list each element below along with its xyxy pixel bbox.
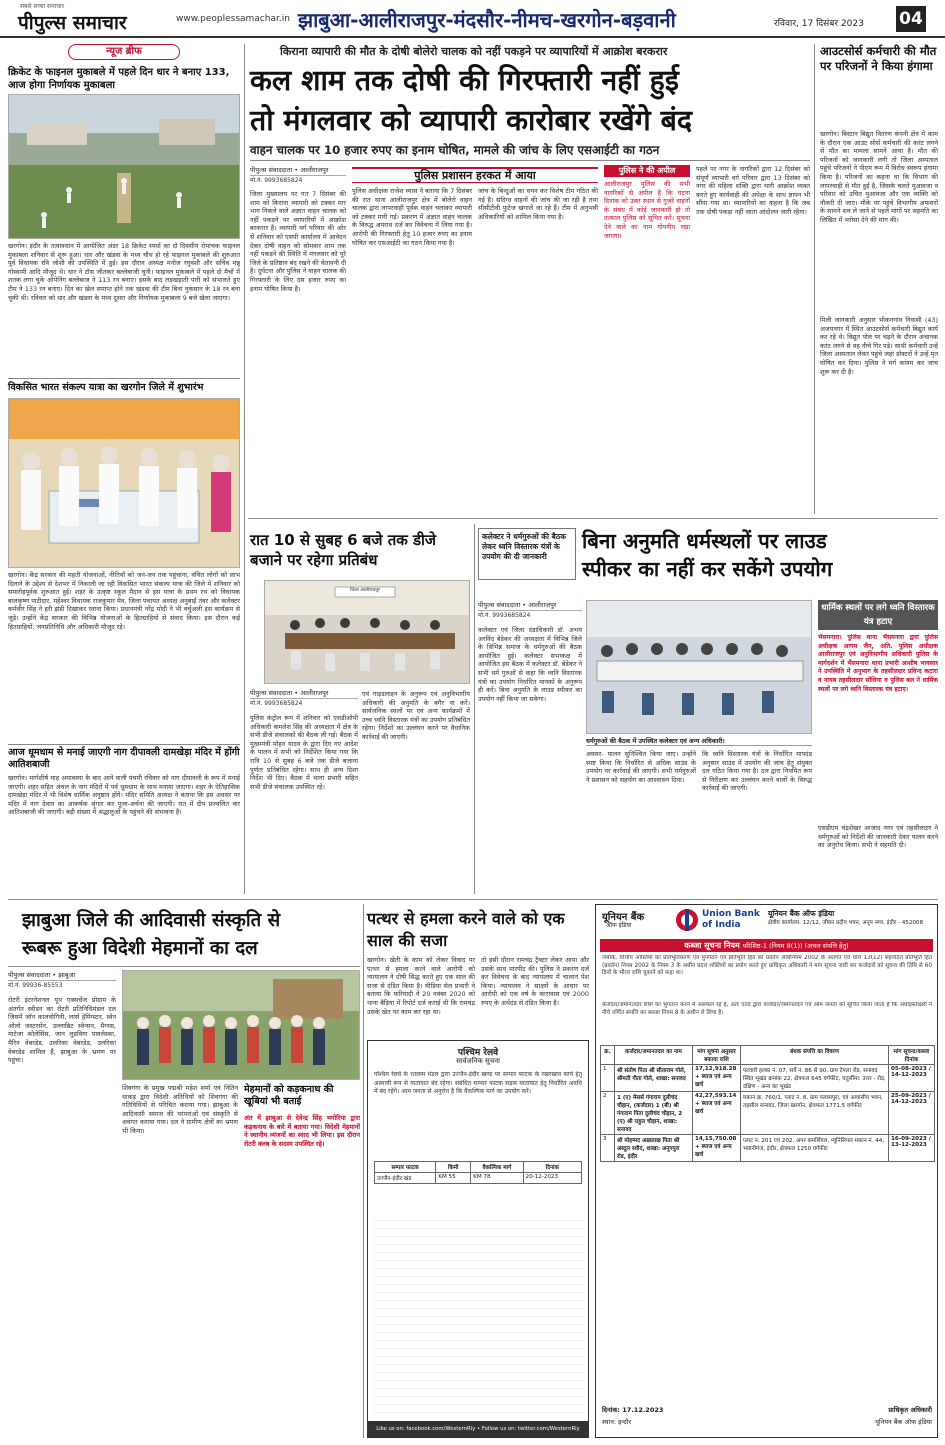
- dj-photo-caption: जिला आलीराजपुर: [350, 588, 380, 593]
- sidebar-headline: धार्मिक स्थलों पर लगे ध्वनि विस्तारक यंत्र हटाए: [818, 600, 938, 630]
- row-no: 1: [601, 1065, 615, 1092]
- logo-tagline: सबसे सच्चा समाचार: [20, 3, 65, 10]
- railway-table: [374, 1161, 582, 1184]
- tribal-group-photo: [122, 970, 360, 1080]
- loudspeaker-text-2: अवसर- पालन सुनिश्चित किया जाए। उन्होंने स्पष्ट किया कि निर्धारित से अधिक साउंड के उपयोग पर कार्रवाई की जाएगी। सभी धर्मगुरुओं ने प्रशासन को सहयोग का आश्वासन दिया।: [586, 750, 696, 784]
- table-row: [601, 1065, 935, 1092]
- lead-byline: पीपुल्स संवाददाता: [250, 166, 293, 174]
- nag-diwali-text: खरगोन। मार्गशीर्ष माह अमावस्या के बाद आने वाली पंचमी रविवार को नाग दीपावली के रूप में मनाई जाएगी। शहर सहित अंचल के नाग मंदिरों में पर्व धूमधाम के साथ मनाया जाएगा। शहर के ऐतिहासिक दामखेड़ा मंदिर में भी विशेष धार्मिक अनुष्ठान होंगे। मंदिर समिति अध्यक्ष ने बताया कि इस अवसर पर मंदिर में नाग देवता का आकर्षक श्रृंगार कर पूजा-अर्चना की जाएगी। रात में दीप प्रज्वलित कर आतिशबाजी की जाएगी। बड़ी संख्या में श्रद्धालुओं के पहुंचने की संभावना है।: [8, 774, 240, 817]
- website[interactable]: www.peoplessamachar.in: [176, 14, 290, 24]
- loudspeaker-kicker: कलेक्टर ने धर्मगुरुओं की बैठक लेकर ध्वनि विस्तारक यंत्रों के उपयोग की दी जानकारी: [478, 528, 576, 580]
- news-brief-label: न्यूज ब्रीफ: [68, 44, 180, 60]
- row-no: 2: [601, 1092, 615, 1135]
- outsource-headline: आउटसोर्स कर्मचारी की मौत पर परिजनों ने किया हंगामा: [820, 44, 937, 73]
- date: रविवार, 17 दिसंबर 2023: [774, 19, 864, 29]
- lead-kicker: किराना व्यापारी की मौत के दोषी बोलेरो चालक को नहीं पकड़ने पर व्यापारियों में आक्रोश बरकरार: [280, 45, 668, 58]
- loudspeaker-meeting-photo: [586, 600, 812, 734]
- railway-title: पश्चिम रेलवे: [457, 1048, 499, 1058]
- row-amount: 14,15,750.08 + ब्याज एवं अन्य खर्च: [693, 1135, 741, 1162]
- loudspeaker-headline-1: बिना अनुमति धर्मस्थलों पर लाउड: [582, 529, 827, 553]
- tribal-text-3: अंत में झाबुआ से देवेन्द्र सिंह भगोरिया द्वारा कड़कनाथ के बारे में बताया गया। विदेशी मेहमानों ने स्थानीय व्यंजनों का स्वाद भी लिया। इस दौरान रोटरी क्लब के सदस्य उपस्थित रहे।: [244, 1114, 360, 1148]
- notice-rule: परिशिष्ट-1 (नियम 8(1)) (अचल संपत्ति हेतु): [742, 942, 849, 950]
- page-number: 04: [896, 6, 926, 32]
- loudspeaker-headline-2: स्पीकर का नहीं कर सकेंगे उपयोग: [582, 557, 833, 581]
- row-name: श्री मोहम्मद अख़लाख पिता श्री अब्दुल रशीद, शाखा: अनूपपुरा रोड, इंदौर: [615, 1135, 693, 1162]
- sidebar-text-2: एसडीएम चंद्रशेखर आजाद नगर एवं तहसीलदार ने धर्मगुरुओं को निर्देशों की जानकारी देकर पालन करने का अनुरोध किया। सभी ने सहमति दी।: [818, 824, 938, 850]
- lead-mobile: मो.नं. 9993685824: [250, 177, 303, 184]
- cricket-photo: [8, 94, 240, 239]
- signatory: प्राधिकृत अधिकारी: [888, 1406, 932, 1414]
- tribal-place: झाबुआ: [58, 971, 76, 979]
- tribal-byline: पीपुल्स संवाददाता: [8, 971, 51, 979]
- lead-column-5: पहले पर नगर के नागरिकों द्वारा 12 दिसंबर को संपूर्ण व्यापारी वर्ग परिवार द्वारा 13 दिसंबर को नगर की महिला शक्ति द्वारा भारी आक्रोश व्यक्त करते हुए कार्यवाही की अपेक्षा के साथ ज्ञापन भी सौंपा गया था। व्यापारियों का कहना है कि जब तक दोषी पकड़ा नहीं जाता आंदोलन जारी रहेगा।: [696, 165, 810, 216]
- dj-mobile: मो.नं. 9993685824: [250, 700, 303, 707]
- row-no: 3: [601, 1135, 615, 1162]
- railway-col-a: सम्पार फाटक: [375, 1162, 436, 1173]
- loudspeaker-sidebar: [818, 600, 938, 894]
- railway-cell-a: उज्जैन-इंदौर खंड: [375, 1173, 436, 1184]
- railway-cell-c: KM 78: [471, 1173, 523, 1184]
- tribal-text-2: शिवगंगा के प्रमुख पद्मश्री महेश शर्मा एवं नितिन धाकड़ द्वारा विदेशी अतिथियों को शिवगंगा की गतिविधियों से परिचित कराया गया। झाबुआ के आदिवासी समाज की परंपराओं एवं संस्कृति से अवगत कराया गया। दल ने ग्रामीण क्षेत्रों का भ्रमण भी किया।: [122, 1084, 238, 1135]
- table-header-dates: मांग सूचना/कब्जा दिनांक: [889, 1046, 935, 1065]
- stone-text: खरगोन। खेती के काम को लेकर विवाद पर पत्थर से हमला करने वाले आरोपी को न्यायालय ने दोषी सिद्ध करते हुए एक साल की सजा से दंडित किया है। मीडिया सेल प्रभारी ने बताया कि फरियादी ने 20 नवंबर 2020 को थाना बैड़िया में रिपोर्ट दर्ज कराई थी कि रामचंद्र उसके खेत पर काम कर रहा था।: [367, 956, 475, 1016]
- lead-story: किराना व्यापारी की मौत के दोषी बोलेरो चालक को नहीं पकड़ने पर व्यापारियों में आक्रोश बरकरार कल शाम तक दोषी की गिरफ्तारी नहीं हुई तो मंगलवार को व्यापारी कारोबार रखेंगे बंद वाहन चालक पर 10 हजार रुपए का इनाम घोषित, मामले की जांच के लिए एसआईटी का गठन पीपुल्स संवाददाता • आलीराजपुर मो.नं. 9993685824 जिला मुख्यालय पर गत 7 दिसंबर की शाम को किराना व्यापारी को टक्कर मार भाग निकले वाले अज्ञात वाहन चालक को नहीं पकड़ने पर व्यापारियों में आक्रोश बरकरार है। व्यापारी वर्ग परिवार की ओर से शनिवार को एसपी कार्यालय में आवेदन देकर दोषी वाहन को सोमवार शाम तक नहीं पकड़ने की स्थिति में मंगलवार को पूरे जिले के प्रतिष्ठान बंद रखने की चेतावनी दी है। दुर्घटना और पुलिस ने वाहन चालक की गिरफ्तारी के लिए दस हजार रुपए का इनाम घोषित किया है। पुलिस प्रशासन हरकत में आया पुलिस अधीक्षक राजेश व्यास ने बताया कि 7 दिसंबर की रात थाना आलीराजपुर क्षेत्र में बोलेरो वाहन चालक द्वारा लापरवाही पूर्वक वाहन चलाकर व्यापारी को टक्कर मारी गई। प्रकरण में अज्ञात वाहन चालक के विरुद्ध अपराध दर्ज कर विवेचना में लिया गया है। आरोपी की गिरफ्तारी हेतु 10 हजार रुपए का इनाम घोषित कर एसआईटी का गठन किया गया है। जांच के बिन्दुओं का चयन कर विशेष टीम गठित की गई है। संदिग्ध वाहनों की जांच की जा रही है तथा सीसीटीवी फुटेज खंगाले जा रहे हैं। टीम में अनुभवी अधिकारियों को शामिल किया गया है। पुलिस ने की अपील आलीराजपुर पुलिस की सभी नागरिकों से अपील है कि घटना दिनांक को उक्त स्थान से गुजरे वाहनों के संबंध में कोई जानकारी हो तो तत्काल पुलिस को सूचित करें। सूचना देने वाले का नाम गोपनीय रखा जाएगा। पहले पर नगर के नागरिकों द्वारा 12 दिसंबर को संपूर्ण व्यापारी वर्ग परिवार द्वारा 13 दिसंबर को नगर की महिला शक्ति द्वारा भारी आक्रोश व्यक्त करते हुए कार्यवाही की अपेक्षा के साथ ज्ञापन भी सौंपा गया था। व्यापारियों का कहना है कि जब तक दोषी पकड़ा नहीं जाता आंदोलन जारी रहेगा।: [250, 44, 810, 504]
- row-dates: 16-09-2023 / 13-12-2023: [889, 1135, 935, 1162]
- dj-place: आलीराजपुर: [300, 689, 329, 697]
- dj-meeting-photo: [264, 580, 470, 684]
- railway-footer[interactable]: Like us on: facebook.com/WesternRly • Follow us on: twitter.com/WesternRly: [368, 1421, 588, 1437]
- kadaknath-subhead: मेहमानों को कड़कनाथ की खूबियां भी बताई: [244, 1084, 334, 1107]
- outsource-story: [820, 44, 938, 514]
- lead-column-4: आलीराजपुर पुलिस की सभी नागरिकों से अपील है कि घटना दिनांक को उक्त स्थान से गुजरे वाहनों के संबंध में कोई जानकारी हो तो तत्काल पुलिस को सूचित करें। सूचना देने वाले का नाम गोपनीय रखा जाएगा।: [604, 180, 690, 240]
- bank-branch: यूनियन बैंक ऑफ इंडिया: [768, 909, 835, 918]
- notice-date: दिनांक: 17.12.2023: [602, 1406, 664, 1414]
- lead-subheadline: वाहन चालक पर 10 हजार रुपए का इनाम घोषित, मामले की जांच के लिए एसआईटी का गठन: [250, 143, 660, 157]
- lead-column-3: जांच के बिन्दुओं का चयन कर विशेष टीम गठित की गई है। संदिग्ध वाहनों की जांच की जा रही है तथा सीसीटीवी फुटेज खंगाले जा रहे हैं। टीम में अनुभवी अधिकारियों को शामिल किया गया है।: [478, 187, 598, 221]
- dj-headline: रात 10 से सुबह 6 बजे तक डीजे बजाने पर रहेगा प्रतिबंध: [250, 531, 437, 569]
- notice-place: स्थान: इन्दौर: [602, 1418, 632, 1426]
- railway-col-c: वैकल्पिक मार्ग: [471, 1162, 523, 1173]
- union-bank-advertisement: [595, 904, 938, 1438]
- railway-col-b: किमी: [436, 1162, 471, 1173]
- dj-text-2: एवं गाइडलाइन के अनुरूप एवं अनुविभागीय अधिकारी की अनुमति के बगैर ना करें। सार्वजनिक स्थलों पर एवं अन्य कार्यक्रमों में उच्च ध्वनि विस्तारक यंत्रों का उपयोग प्रतिबंधित रहेगा। निर्देशों का उल्लंघन करने पर वैधानिक कार्रवाई की जाएगी।: [362, 690, 470, 741]
- bank-name-english: Union Bank of India: [702, 909, 760, 930]
- railway-advertisement: [367, 1040, 589, 1438]
- outsource-text-2: मिली जानकारी अनुसार भीकनगांव निवासी (43) अजयनगर में स्थित आउटसोर्स कर्मचारी बिद्युत कार्य कर रहे थे। विद्युत पोल पर चढ़ने के दौरान अचानक करंट लगने से वह नीचे गिर पड़े। साथी कर्मचारी उन्हें जिला अस्पताल लेकर पहुंचे जहां डॉक्टरों ने उन्हें मृत घोषित कर दिया। पुलिस ने मर्ग कायम कर जांच शुरू कर दी है।: [820, 316, 938, 376]
- table-header-no: क्र.: [601, 1046, 615, 1065]
- sankalp-yatra-text: खरगोन। केंद्र सरकार की महती योजनाओं, नीतियों को जन-जन तक पहुंचाना, वंचित लोगों को लाभ दिलाने के उद्देश्य से देशभर में निकाली जा रही विकसित भारत संकल्प यात्रा की जिले में शनिवार को समारोहपूर्वक शुरुआत हुई। शहर के उत्कृष्ट स्कूल मैदान से इस यात्रा के प्रथम रथ को विधायक बालकृष्ण पाटीदार, महेश्वर विधायक राजकुमार मेव, जिला पंचायत अध्यक्ष अनुबाई तंवर और कलेक्टर कर्मवीर सिंह ने हरी झंडी दिखाकर रवाना किया। प्रधानमंत्री नरेंद्र मोदी ने भी वर्चुअली इस कार्यक्रम से जुड़े। उन्होंने केंद्र सरकार की विभिन्न योजनाओं के हितग्राहियों से संवाद किया। इस दौरान कई हितग्राहियों, जनप्रतिनिधि और अधिकारी मौजूद रहे।: [8, 571, 240, 631]
- sankalp-yatra-headline: विकसित भारत संकल्प यात्रा का खरगोन जिले में शुभारंभ: [8, 382, 204, 393]
- notice-title: कब्जा सूचना नियम: [684, 941, 740, 950]
- railway-cell-b: KM 55: [436, 1173, 471, 1184]
- row-dates: 05-08-2023 / 14-12-2023: [889, 1065, 935, 1092]
- table-header-property: बंधक संपत्ति का विवरण: [741, 1046, 889, 1065]
- cricket-text: खरगोन। इंदौर के तत्वावधान में आयोजित अंडर 18 क्रिकेट स्पर्धा का दो दिवसीय रोमांचक फाइनल मुकाबला शनिवार से शुरू हुआ। धार और खंडवा के मध्य चौथ हो रहे फाइनल मुकाबले की शुरुआत पूर्व विधायक रवि जोशी की उपस्थिति में हुई। इस दौरान अध्यक्ष मनोज रघुवंशी और सचिव मन्नू गोस्वामी आदि मौजूद थे। धार ने टॉस जीतकर बल्लेबाजी चुनी। फाइनल मुकाबले में पहले दो मैचों में शतक लगा चुके ओपेनिंग बल्लेबाज ने 113 रन बनाए। इसके बाद लड़खड़ाती पारी को संभालते हुए टीम ने 133 रन बनाए। दिन का खेल समाप्त होने तक खंडवा की टीम बिना नुकसान के 18 रन बना चुकी थी। रविवार को धार और खंडवा के मध्य दूसरा और निर्णायक मुकाबला 9 बजे खेला जाएगा।: [8, 242, 240, 302]
- railway-cell-d: 20-12-2023: [523, 1173, 581, 1184]
- sidebar-text: भैसमनारा। पुलिस थाना भैंसमनारा द्वारा पुलिस अधीक्षक आगम जैन, अति. पुलिस अधीक्षक आलीराजपुर एवं अनुविभागीय अधिकारी पुलिस के मार्गदर्शन में भैंसमनारा थाना प्रभारी आशीष भावसार ने उपस्थिति में अनुभाग के तहसीलदार प्रविन्द कटारा व नायब तहसीलदार सोंधिया व पुलिस बल ने धार्मिक स्थलों पर लगे ध्वनि विस्तारक यंत्र हटाए।: [818, 634, 938, 693]
- table-header-name: कर्जदार/जमानतदार का नाम: [615, 1046, 693, 1065]
- sankalp-yatra-photo: [8, 398, 240, 568]
- logo: पीपुल्स समाचार: [18, 12, 127, 34]
- table-row: [601, 1135, 935, 1162]
- loudspeaker-byline: पीपुल्स संवाददाता: [478, 601, 521, 609]
- loudspeaker-text: कलेक्टर एवं जिला दंडाधिकारी डॉ. अभय अरविंद बेडेकर की अध्यक्षता में विभिन्न जिले के विभिन्न समाज के धर्मगुरुओं की बैठक आयोजित हुई। कलेक्टर सभाकक्ष में आयोजित इस बैठक में कलेक्टर डॉ. बेडेकर ने सभी धर्म गुरुओं से कहा कि ध्वनि विस्तारक यंत्रों का उपयोग निर्धारित मानकों के अनुरूप ही करें। बिना अनुमति के लाउड स्पीकर का उपयोग नहीं किया जा सकेगा।: [478, 626, 582, 703]
- tribal-mobile: मो.नं. 99936-85553: [8, 982, 63, 989]
- row-amount: 17,12,918.28 + ब्याज एवं अन्य खर्च: [693, 1065, 741, 1092]
- stone-text-2: तो इसी दौरान रामचंद्र ट्रैक्टर लेकर आया और उसके साथ मारपीट की। पुलिस ने प्रकरण दर्ज कर विवेचना के बाद न्यायालय में चालान पेश किया। न्यायालय ने साक्ष्यों के आधार पर आरोपी को एक वर्ष के कारावास एवं 2000 रुपए के अर्थदंड से दंडित किया है।: [481, 956, 589, 1007]
- bank-address: क्षेत्रीय कार्यालय: 12/12, जीवन प्रदीप भवन, अनूप नगर, इंदौर - 452008: [768, 920, 924, 926]
- table-row: [601, 1092, 935, 1135]
- police-subhead: पुलिस प्रशासन हरकत में आया: [352, 167, 598, 183]
- stone-attack-story: [367, 904, 589, 1034]
- row-amount: 42,27,593.14 + ब्याज एवं अन्य खर्च: [693, 1092, 741, 1135]
- loudspeaker-text-3: कि ध्वनि विस्तारक यंत्रों के निर्धारित मापदंड अनुसार साउंड में उपयोग की जांच हेतु संयुक्त दल गठित किया गया है। दल द्वारा नियमित रूप से निरीक्षण कर उल्लंघन करने वालों के विरुद्ध कार्रवाई की जाएगी।: [702, 750, 812, 793]
- lead-place: आलीराजपुर: [300, 166, 329, 174]
- nag-diwali-headline: आज धूमधाम से मनाई जाएगी नाग दीपावली दामखेड़ा मंदिर में होंगी आतिशबाजी: [8, 747, 240, 770]
- row-name: 1 (ए) मेसर्स गंगाराम दुलीचंद चौहान, (कर्जदार) 1 (बी) श्री गंगाराम पिता दुलीचंद चौहान, 2 (ए) श्री राहुल चौहान, शाखा: सनावद: [615, 1092, 693, 1135]
- railway-notice: पश्चिम रेलवे के रतलाम मंडल द्वारा उज्जैन-इंदौर खण्ड पर सम्पार फाटक के रखरखाव कार्य हेतु अस्थायी रूप से यातायात बंद रहेगा। संबंधित सम्पार फाटक सड़क यातायात हेतु निर्धारित अवधि में बंद रहेंगे। आम जनता से अनुरोध है कि वैकल्पिक मार्ग का उपयोग करें।: [374, 1071, 582, 1096]
- edition-title: झाबुआ-आलीराजपुर-मंदसौर-नीमच-खरगोन-बड़वानी: [298, 8, 676, 32]
- railway-fine-print: [374, 1213, 582, 1413]
- dj-text: पुलिस कंट्रोल रूम में शनिवार को एसडीओपी अधिकारी कमलेश सिंह की अध्यक्षता में क्षेत्र के सभी डीजे संचालकों की बैठक ली गई। बैठक में मुख्यमंत्री मोहन यादव के द्वारा दिए गए आदेश के पालन में सभी को निर्देशित किया गया कि रात्रि 10 से सुबह 6 बजे तक डीजे बजाना पूर्णतः प्रतिबंधित रहेगा। साथ ही अन्य दिशा निर्देश भी दिए। बैठक में थाना प्रभारी सहित सभी डीजे संचालक उपस्थित रहे।: [250, 714, 358, 791]
- dj-ban-story: रात 10 से सुबह 6 बजे तक डीजे बजाने पर रहेगा प्रतिबंध जिला आलीराजपुर पीपुल्स संवाददाता • आलीराजपुर मो.नं. 9993685824 पुलिस कंट्रोल रूम में शनिवार को एसडीओपी अधिकारी कमलेश सिंह की अध्यक्षता में क्षेत्र के सभी डीजे संचालकों की बैठक ली गई। बैठक में मुख्यमंत्री मोहन यादव के द्वारा दिए गए आदेश के पालन में सभी को निर्देशित किया गया कि रात्रि 10 से सुबह 6 बजे तक डीजे बजाना पूर्णतः प्रतिबंधित रहेगा। साथ ही अन्य दिशा निर्देश भी दिए। बैठक में थाना प्रभारी सहित सभी डीजे संचालक उपस्थित रहे। एवं गाइडलाइन के अनुरूप एवं अनुविभागीय अधिकारी की अनुमति के बगैर ना करें। सार्वजनिक स्थलों पर एवं अन्य कार्यक्रमों में उच्च ध्वनि विस्तारक यंत्रों का उपयोग प्रतिबंधित रहेगा। निर्देशों का उल्लंघन करने पर वैधानिक कार्रवाई की जाएगी।: [250, 524, 470, 894]
- possession-table: [600, 1045, 935, 1162]
- dj-byline: पीपुल्स संवाददाता: [250, 689, 293, 697]
- bank-notice-intro: जबकि, वित्तीय आस्तियों का प्रतिभूतिकरण एवं पुनर्गठन एवं प्रतिभूति हित का प्रवर्तन अधिनियम 2002 के अंतर्गत एवं धारा 13(12) सहपठित प्रतिभूति हित (प्रवर्तन) नियम 2002 के नियम 3 के अधीन प्रदत्त शक्तियों का प्रयोग करते हुए प्राधिकृत अधिकारी ने मांग सूचना जारी कर कर्जदारों को सूचना की तिथि से 60 दिनों के भीतर राशि चुकाने को कहा था।: [602, 955, 932, 977]
- outsource-text: खरगोन। बिस्टान बिद्युत वितरण कंपनी क्षेत्र में काम के दौरान एक आउट सोर्स कर्मचारी की करंट लगने से मौत का मामला सामने आया है। मौत की परिजनों को जानकारी लगी तो जिला अस्पताल पहुंचे परिजनों ने पीएम रूम में विरोध स्वरूप हंगामा किया है। परिजनों का कहना था कि विभाग की लापरवाही से मौत हुई है, जिसके चलते मुआवजा व परिवार को उचित मुआवजा और एक व्यक्ति को नौकरी दी जाए। मौके पर पहुंचे विभागीय अफसरों के सामने शव ले जाने से पहले मांगों पर सहमति का लिखित में भरोसा देने की मांग की।: [820, 130, 938, 224]
- row-dates: 25-09-2023 / 14-12-2023: [889, 1092, 935, 1135]
- bank-notice-intro-2: कर्जदार/जमानतदार राशि का भुगतान करने में असफल रहे हैं, अतः एतद द्वारा कर्जदार/जमानतदार एवं आम जनता को सूचित किया जाता है कि अधोहस्ताक्षरी ने नीचे वर्णित संपत्ति का कब्जा नियम 8 के अधीन ले लिया है।: [602, 1002, 932, 1016]
- table-header-amount: मांग सूचना अनुसार बकाया राशि: [693, 1046, 741, 1065]
- tribal-text: रोटरी इंटरनेशनल यूथ एक्सचेंज प्रोग्राम के अंतर्गत स्वीडन का रोटरी प्रतिनिधिमंडल दल जिसमें जॉन कालवोगिनी, लार्स हेमिंग्स्टन, स्वेन ओलो जस्टरसेन, उल्लाब्रिट स्वेन्सन, मैग्नस, माटेजा कोलेसिंस, जान लुडविगा पावलेस्का, मैरिन वेबरडेड, उलरिका वेबरडेड, उलरिका वेबरडेड शामिल हैं, झाबुआ के भ्रमण पर पहुंचा।: [8, 996, 116, 1065]
- bank-name-hindi-sub: ऑफ इंडिया: [606, 922, 632, 929]
- appeal-subhead: पुलिस ने की अपील: [604, 165, 690, 177]
- loudspeaker-mobile: मो.नं. 9993685824: [478, 612, 531, 619]
- tribal-headline-1: झाबुआ जिले की आदिवासी संस्कृति से: [22, 910, 281, 931]
- railway-subtitle: सार्वजनिक सूचना: [456, 1057, 500, 1065]
- row-property: प्लाट नं. 201 एवं 202, अपर कमर्शियल, म्यूनिसिपल मकान नं. 44, भवानीगंज, इंदौर, क्षेत्रफल 1250 वर्गफीट: [741, 1135, 889, 1162]
- cricket-headline: क्रिकेट के फाइनल मुकाबले में पहले दिन धार ने बनाए 133, आज होगा निर्णायक मुकाबला: [8, 67, 230, 91]
- bank-notice-title: [600, 939, 933, 952]
- tribal-headline-2: रूबरू हुआ विदेशी मेहमानों का दल: [22, 938, 258, 959]
- loudspeaker-place: आलीराजपुर: [528, 601, 557, 609]
- lead-headline-1: कल शाम तक दोषी की गिरफ्तारी नहीं हुई: [250, 64, 679, 97]
- row-property: मकान क्र. 760/1, प्लाट नं. 8, ग्राम पलासपुरा, एवं आवासीय भवन, तहसील सनावद, जिला खरगोन, क्षेत्रफल 1771.5 वर्गफीट: [741, 1092, 889, 1135]
- lead-column-2: पुलिस अधीक्षक राजेश व्यास ने बताया कि 7 दिसंबर की रात थाना आलीराजपुर क्षेत्र में बोलेरो वाहन चालक द्वारा लापरवाही पूर्वक वाहन चलाकर व्यापारी को टक्कर मारी गई। प्रकरण में अज्ञात वाहन चालक के विरुद्ध अपराध दर्ज कर विवेचना में लिया गया है। आरोपी की गिरफ्तारी हेतु 10 हजार रुपए का इनाम घोषित कर एसआईटी का गठन किया गया है।: [352, 187, 472, 247]
- loudspeaker-story: कलेक्टर ने धर्मगुरुओं की बैठक लेकर ध्वनि विस्तारक यंत्रों के उपयोग की दी जानकारी बिना अनुमति धर्मस्थलों पर लाउड स्पीकर का नहीं कर सकेंगे उपयोग पीपुल्स संवाददाता • आलीराजपुर मो.नं. 9993685824 कलेक्टर एवं जिला दंडाधिकारी डॉ. अभय अरविंद बेडेकर की अध्यक्षता में विभिन्न जिले के विभिन्न समाज के धर्मगुरुओं की बैठक आयोजित हुई। कलेक्टर सभाकक्ष में आयोजित इस बैठक में कलेक्टर डॉ. बेडेकर ने सभी धर्म गुरुओं से कहा कि ध्वनि विस्तारक यंत्रों का उपयोग निर्धारित मानकों के अनुरूप ही करें। बिना अनुमति के लाउड स्पीकर का उपयोग नहीं किया जा सकेगा। धर्मगुरुओं की बैठक में उपस्थित कलेक्टर एवं अन्य अधिकारी। अवसर- पालन सुनिश्चित किया जाए। उन्होंने स्पष्ट किया कि निर्धारित से अधिक साउंड के उपयोग पर कार्रवाई की जाएगी। सभी धर्मगुरुओं ने प्रशासन को सहयोग का आश्वासन दिया। कि ध्वनि विस्तारक यंत्रों के निर्धारित मापदंड अनुसार साउंड में उपयोग की जांच हेतु संयुक्त दल गठित किया गया है। दल द्वारा नियमित रूप से निरीक्षण कर उल्लंघन करने वालों के विरुद्ध कार्रवाई की जाएगी। धार्मिक स्थलों पर लगे ध्वनि विस्तारक यंत्र हटाए भैसमनारा। पुलिस थाना भैंसमनारा द्वारा पुलिस अधीक्षक आगम जैन, अति. पुलिस अधीक्षक आलीराजपुर एवं अनुविभागीय अधिकारी पुलिस के मार्गदर्शन में भैंसमनारा थाना प्रभारी आशीष भावसार ने उपस्थिति में अनुभाग के तहसीलदार प्रविन्द कटारा व नायब तहसीलदार सोंधिया व पुलिस बल ने धार्मिक स्थलों पर लगे ध्वनि विस्तारक यंत्र हटाए। एसडीएम चंद्रशेखर आजाद नगर एवं तहसीलदार ने धर्मगुरुओं को निर्देशों की जानकारी देकर पालन करने का अनुरोध किया। सभी ने सहमति दी।: [478, 524, 938, 894]
- railway-col-d: दिनांक: [523, 1162, 581, 1173]
- lead-column-1: जिला मुख्यालय पर गत 7 दिसंबर की शाम को किराना व्यापारी को टक्कर मार भाग निकले वाले अज्ञात वाहन चालक को नहीं पकड़ने पर व्यापारियों में आक्रोश बरकरार है। व्यापारी वर्ग परिवार की ओर से शनिवार को एसपी कार्यालय में आवेदन देकर दोषी वाहन को सोमवार शाम तक नहीं पकड़ने की स्थिति में मंगलवार को पूरे जिले के प्रतिष्ठान बंद रखने की चेतावनी दी है। दुर्घटना और पुलिस ने वाहन चालक की गिरफ्तारी के लिए दस हजार रुपए का इनाम घोषित किया है।: [250, 190, 346, 293]
- tribal-culture-story: झाबुआ जिले की आदिवासी संस्कृति से रूबरू हुआ विदेशी मेहमानों का दल पीपुल्स संवाददाता • झाबुआ मो.नं. 99936-85553 रोटरी इंटरनेशनल यूथ एक्सचेंज प्रोग्राम के अंतर्गत स्वीडन का रोटरी प्रतिनिधिमंडल दल जिसमें जॉन कालवोगिनी, लार्स हेमिंग्स्टन, स्वेन ओलो जस्टरसेन, उल्लाब्रिट स्वेन्सन, मैग्नस, माटेजा कोलेसिंस, जान लुडविगा पावलेस्का, मैरिन वेबरडेड, उलरिका वेबरडेड, उलरिका वेबरडेड शामिल हैं, झाबुआ के भ्रमण पर पहुंचा। शिवगंगा के प्रमुख पद्मश्री महेश शर्मा एवं नितिन धाकड़ द्वारा विदेशी अतिथियों को शिवगंगा की गतिविधियों से परिचित कराया गया। झाबुआ के आदिवासी समाज की परंपराओं एवं संस्कृति से अवगत कराया गया। दल ने ग्रामीण क्षेत्रों का भ्रमण भी किया। मेहमानों को कड़कनाथ की खूबियां भी बताई अंत में झाबुआ से देवेन्द्र सिंह भगोरिया द्वारा कड़कनाथ के बारे में बताया गया। विदेशी मेहमानों ने स्थानीय व्यंजनों का स्वाद भी लिया। इस दौरान रोटरी क्लब के सदस्य उपस्थित रहे।: [8, 904, 360, 1438]
- bank-name-hindi: यूनियन बैंक: [602, 912, 645, 923]
- union-bank-logo-icon: [676, 909, 698, 931]
- signatory-bank: यूनियन बैंक ऑफ इंडिया: [875, 1418, 932, 1426]
- stone-headline: पत्थर से हमला करने वाले को एक साल की सजा: [367, 909, 565, 950]
- masthead: [0, 0, 945, 38]
- row-property: पटवारी हल्का नं. 07, सर्वे नं. 86 से 90, ग्राम टेमला रोड, सनावद स्थित भूखंड क्रमांक 22, क्षेत्रफल 645 वर्गफीट, चतुर्सीमा: उत्तर - रोड, दक्षिण - अन्य का भूखंड: [741, 1065, 889, 1092]
- lead-headline-2: तो मंगलवार को व्यापारी कारोबार रखेंगे बंद: [250, 104, 693, 137]
- news-brief-column: [8, 44, 240, 894]
- row-name: श्री संतोष पिता श्री सीताराम गोले, श्रीमती गीता गोले, शाखा: सनावद: [615, 1065, 693, 1092]
- loudspeaker-photo-caption: धर्मगुरुओं की बैठक में उपस्थित कलेक्टर एवं अन्य अधिकारी।: [586, 736, 812, 746]
